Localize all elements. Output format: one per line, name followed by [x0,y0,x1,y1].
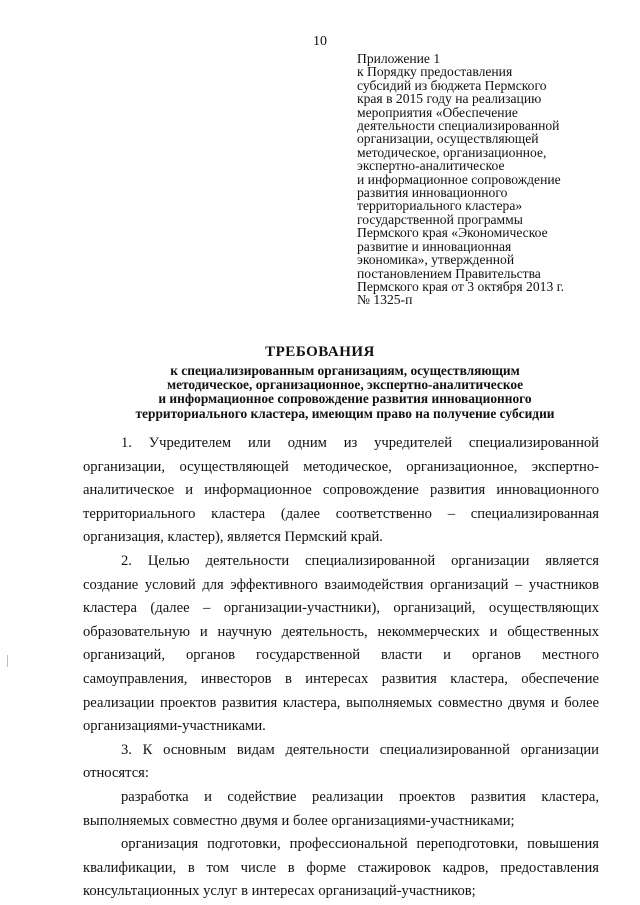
appendix-line: Пермского края от 3 октября 2013 г. [357,278,565,294]
paragraph-2-line: организациями-участниками. [83,718,266,735]
appendix-line: развития инновационного [357,185,508,201]
appendix-line: методическое, организационное, [357,144,547,160]
paragraph-1-line: 1. Учредителем или одним из учредителей специализированной [121,435,599,451]
list-item-line: квалификации, в том числе в форме стажировок кадров, предоставления [83,859,599,876]
list-item-line: консультационных услуг в интересах организаций-участников; [83,883,476,900]
appendix-line: и информационное сопровождение [357,171,561,187]
list-item-line: разработка и содействие реализации проектов развития кластера, [121,788,599,805]
appendix-line: мероприятия «Обеспечение [357,104,518,120]
paragraph-3-line: 3. К основным видам деятельности специализированной организации [121,741,599,758]
appendix-line: государственной программы [357,211,523,227]
paragraph-1-line: территориального кластера (далее соответственно – специализированная [83,505,599,522]
appendix-note [357,52,607,307]
document-subtitle [100,364,590,421]
paragraph-3-line: относятся: [83,765,149,782]
subtitle-line: территориального кластера, имеющим право на получение субсидии [135,405,555,421]
appendix-line: деятельности специализированной [357,118,560,134]
appendix-line: Пермского края «Экономическое [357,225,548,241]
paragraph-2-line: кластера (далее – организации-участники), организаций, осуществляющих [83,600,599,617]
appendix-line: постановлением Правительства [357,265,541,281]
appendix-line: субсидий из бюджета Пермского [357,77,547,93]
paragraph-2-line: самоуправления, инвесторов в интересах развития кластера, обеспечение [83,670,599,687]
appendix-line: развитие и инновационная [357,238,512,254]
paragraph-2-line: образовательную и научную деятельность, некоммерческих и общественных [83,623,599,640]
page-number: 10 [313,34,327,49]
appendix-line: экономика», утвержденной [357,252,515,268]
appendix-line: организации, осуществляющей [357,131,539,147]
appendix-line: экспертно-аналитическое [357,158,505,174]
subtitle-line: методическое, организационное, экспертно-аналитическое [166,377,524,393]
paragraph-2-line: создание условий для эффективного взаимодействия организаций – участников [83,576,599,593]
paragraph-1-line: организация, кластер), является Пермский край. [83,529,383,546]
paragraph-2-line: 2. Целью деятельности специализированной организации является [121,552,599,569]
appendix-line: края в 2015 году на реализацию [357,91,542,107]
paragraph-1-line: организации, осуществляющей методическое, организационное, экспертно- [83,458,599,475]
margin-mark [7,655,8,667]
list-item-line: организация подготовки, профессиональной переподготовки, повышения [121,836,599,853]
appendix-line: № 1325-п [357,292,413,308]
document-body [83,432,599,904]
appendix-line: к Порядку предоставления [357,64,513,80]
list-item-line: выполняемых совместно двумя и более организациями-участниками; [83,812,515,829]
subtitle-line: к специализированным организациям, осуществляющим [170,363,520,378]
paragraph-2-line: организаций, органов государственной власти и органов местного [83,647,599,664]
appendix-line: Приложение 1 [357,51,441,66]
subtitle-line: и информационное сопровождение развития инновационного [158,391,532,407]
document-title: ТРЕБОВАНИЯ [265,344,375,360]
appendix-line: территориального кластера» [357,198,523,214]
paragraph-2-line: реализации проектов развития кластера, выполняемых совместно двумя и более [83,694,599,711]
paragraph-1-line: аналитическое и информационное сопровождение развития инновационного [83,482,599,499]
